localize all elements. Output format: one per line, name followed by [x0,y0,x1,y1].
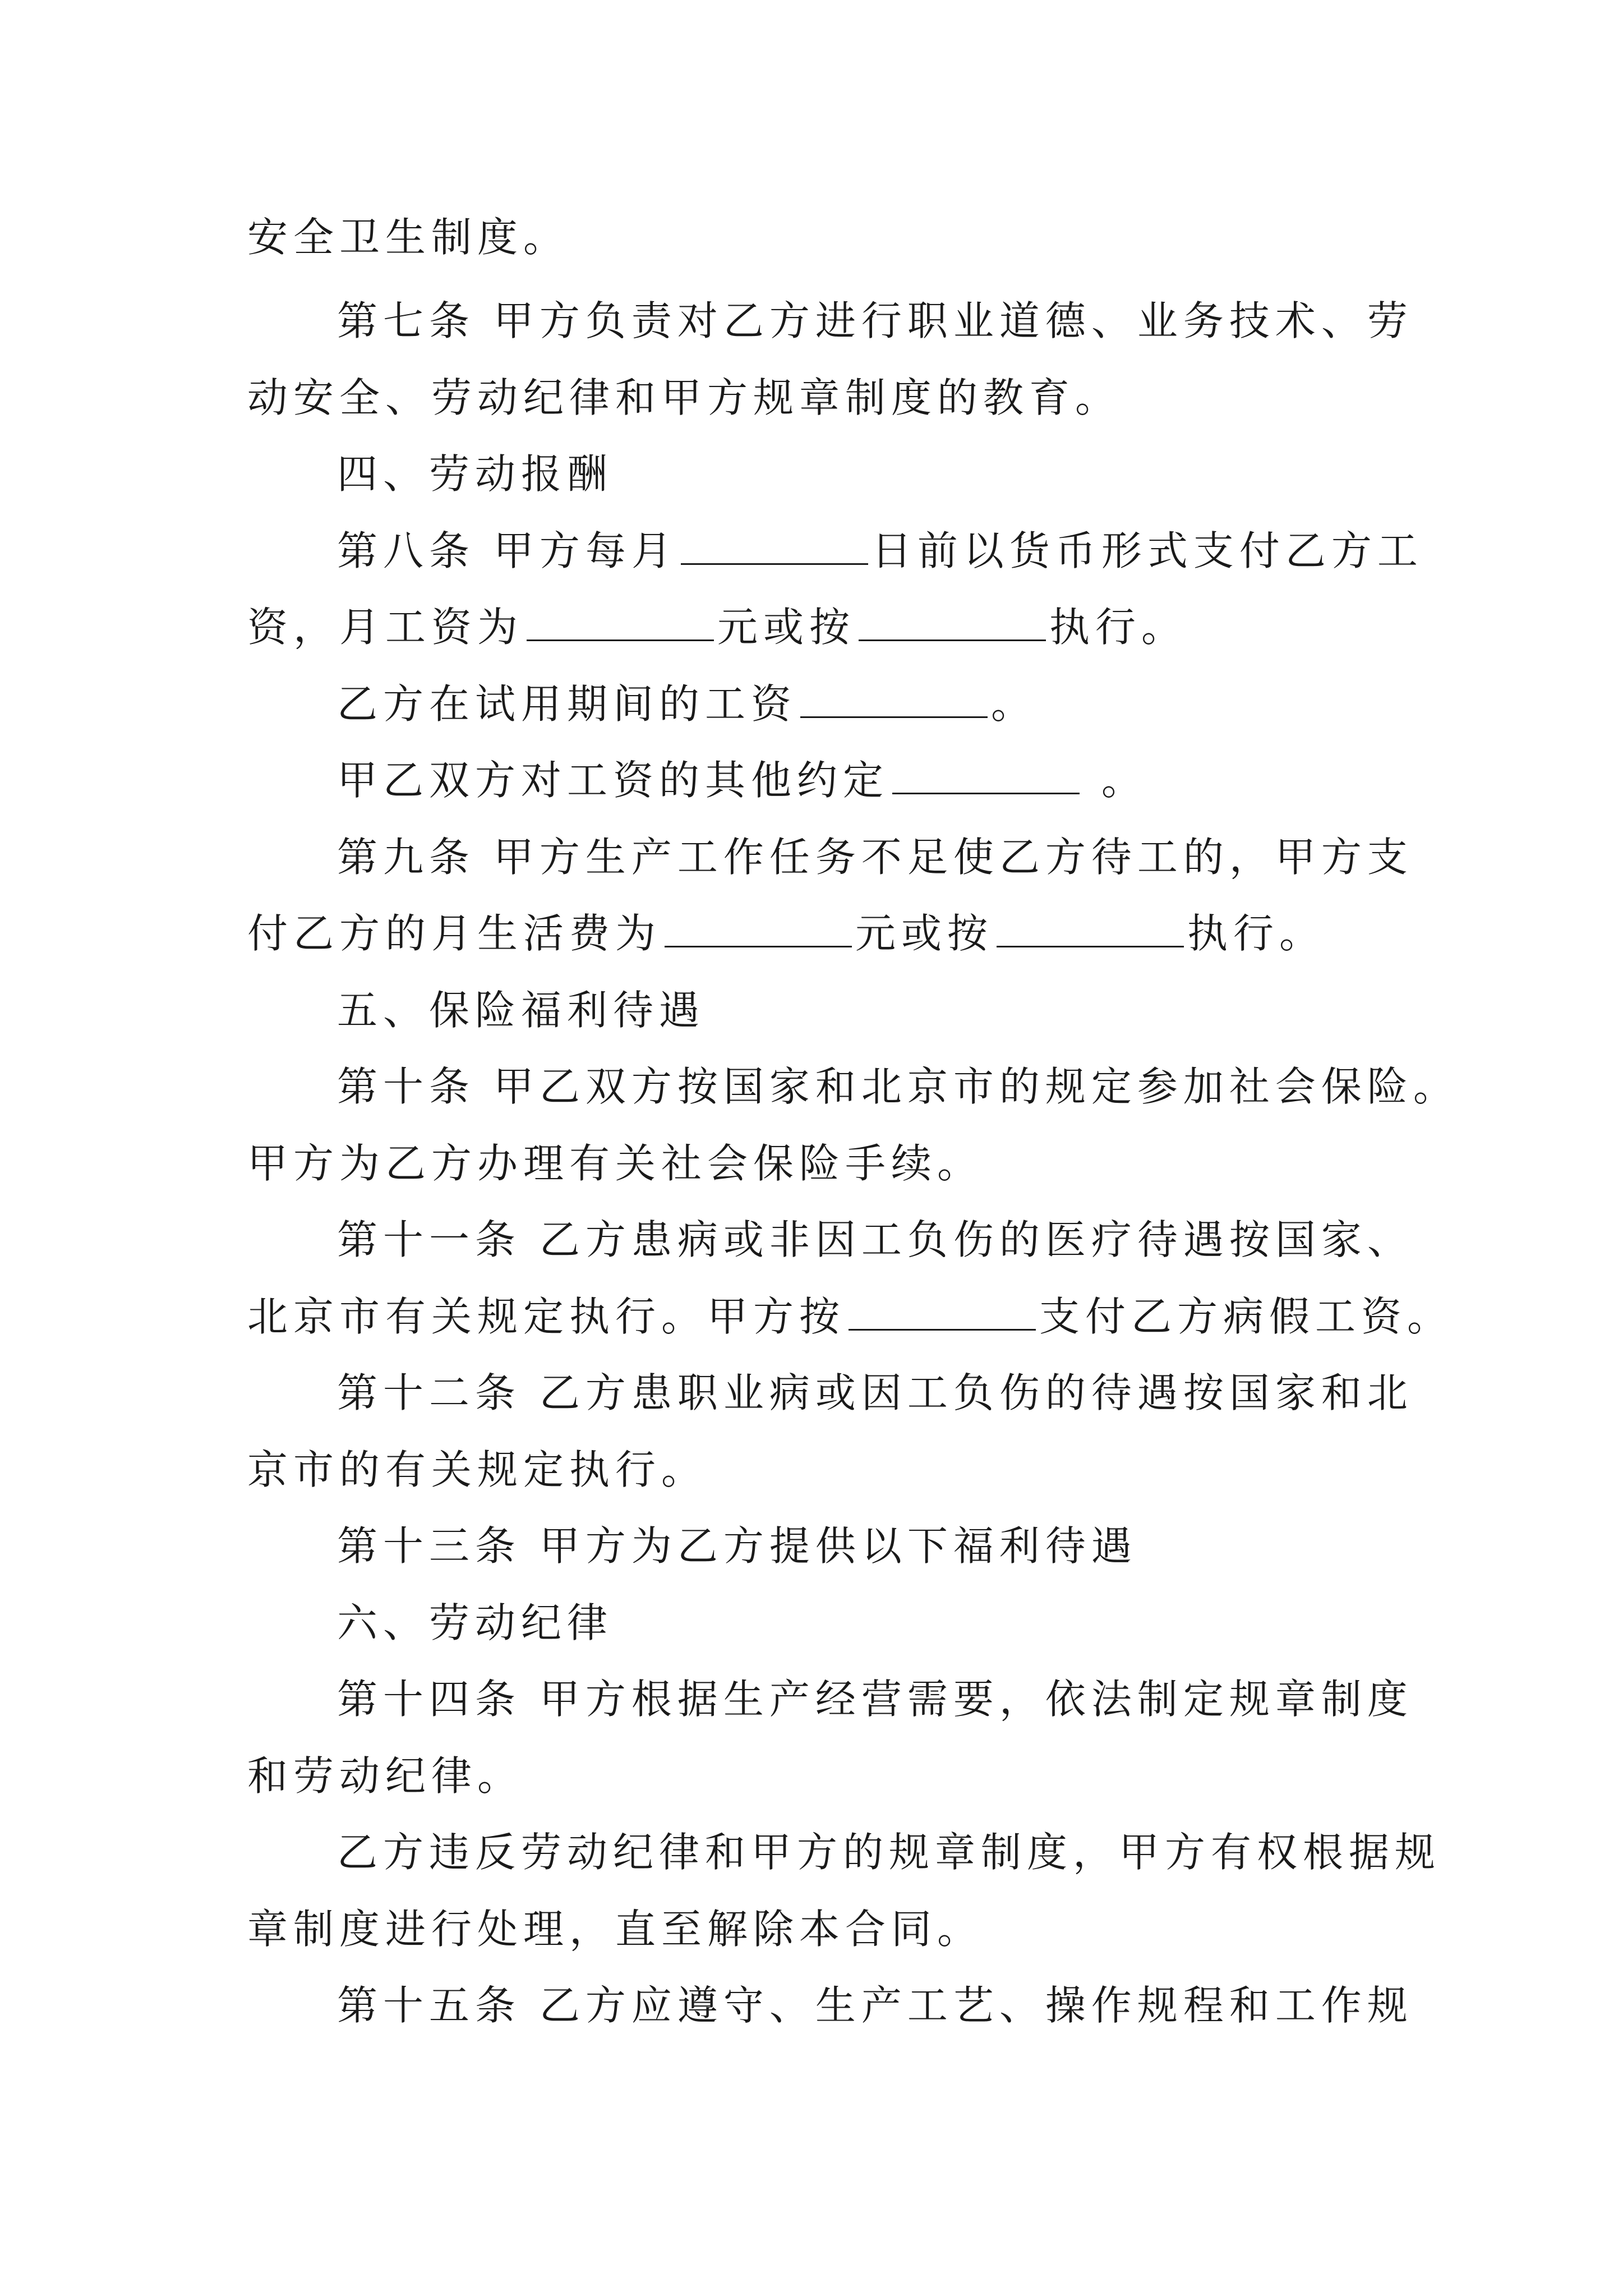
text-segment: 第八条 甲方每月 [337,527,677,574]
text-line: 安全卫生制度。 [247,214,570,261]
text-segment: 资，月工资为 [247,604,524,651]
text-line: 章制度进行处理，直至解除本合同。 [247,1906,984,1953]
article-10-line: 第十条 甲乙双方按国家和北京市的规定参加社会保险。 [337,1063,1459,1110]
text-segment: 乙方在试用期间的工资 [337,680,797,728]
fill-blank [665,911,852,947]
fill-blank [997,911,1184,947]
article-11-line: 第十一条 乙方患病或非因工负伤的医疗待遇按国家、 [337,1216,1413,1263]
article-14-line: 第十四条 甲方根据生产经营需要，依法制定规章制度 [337,1676,1413,1723]
section-heading-5: 五、保险福利待遇 [337,987,706,1034]
fill-blank [892,758,1080,794]
text-segment: 支付乙方病假工资。 [1039,1293,1454,1340]
text-line [247,1291,1453,1342]
text-line [247,908,1325,959]
section-heading-4: 四、劳动报酬 [337,450,614,498]
text-line: 乙方违反劳动纪律和甲方的规章制度，甲方有权根据规 [337,1829,1441,1876]
fill-blank [800,682,988,718]
text-segment: 。 [991,680,1038,728]
text-segment: 日前以货币形式支付乙方工 [871,527,1423,574]
text-line: 甲方为乙方办理有关社会保险手续。 [247,1140,984,1187]
text-segment: 执行。 [1187,910,1326,957]
text-segment: 执行。 [1049,604,1188,651]
text-segment: 甲乙双方对工资的其他约定 [337,757,889,804]
article-7-line: 第七条 甲方负责对乙方进行职业道德、业务技术、劳 [337,297,1413,344]
text-line [337,755,1147,806]
text-line [247,602,1187,652]
text-line: 和劳动纪律。 [247,1752,524,1800]
text-line [337,679,1037,729]
article-13-line: 第十三条 甲方为乙方提供以下福利待遇 [337,1522,1137,1570]
text-line: 动安全、劳动纪律和甲方规章制度的教育。 [247,374,1122,421]
article-15-line: 第十五条 乙方应遵守、生产工艺、操作规程和工作规 [337,1982,1413,2029]
article-9-line: 第九条 甲方生产工作任务不足使乙方待工的，甲方支 [337,834,1413,881]
text-segment: 。 [1083,757,1147,804]
text-line: 京市的有关规定执行。 [247,1446,708,1493]
article-8-line [337,526,1423,576]
section-heading-6: 六、劳动纪律 [337,1599,614,1646]
article-12-line: 第十二条 乙方患职业病或因工负伤的待遇按国家和北 [337,1369,1413,1416]
text-segment: 元或按 [717,604,856,651]
text-segment: 元或按 [855,910,994,957]
fill-blank [859,605,1046,641]
fill-blank [681,528,868,565]
fill-blank [527,605,714,641]
text-segment: 北京市有关规定执行。甲方按 [247,1293,846,1340]
text-segment: 付乙方的月生活费为 [247,910,662,957]
fill-blank [849,1294,1036,1331]
